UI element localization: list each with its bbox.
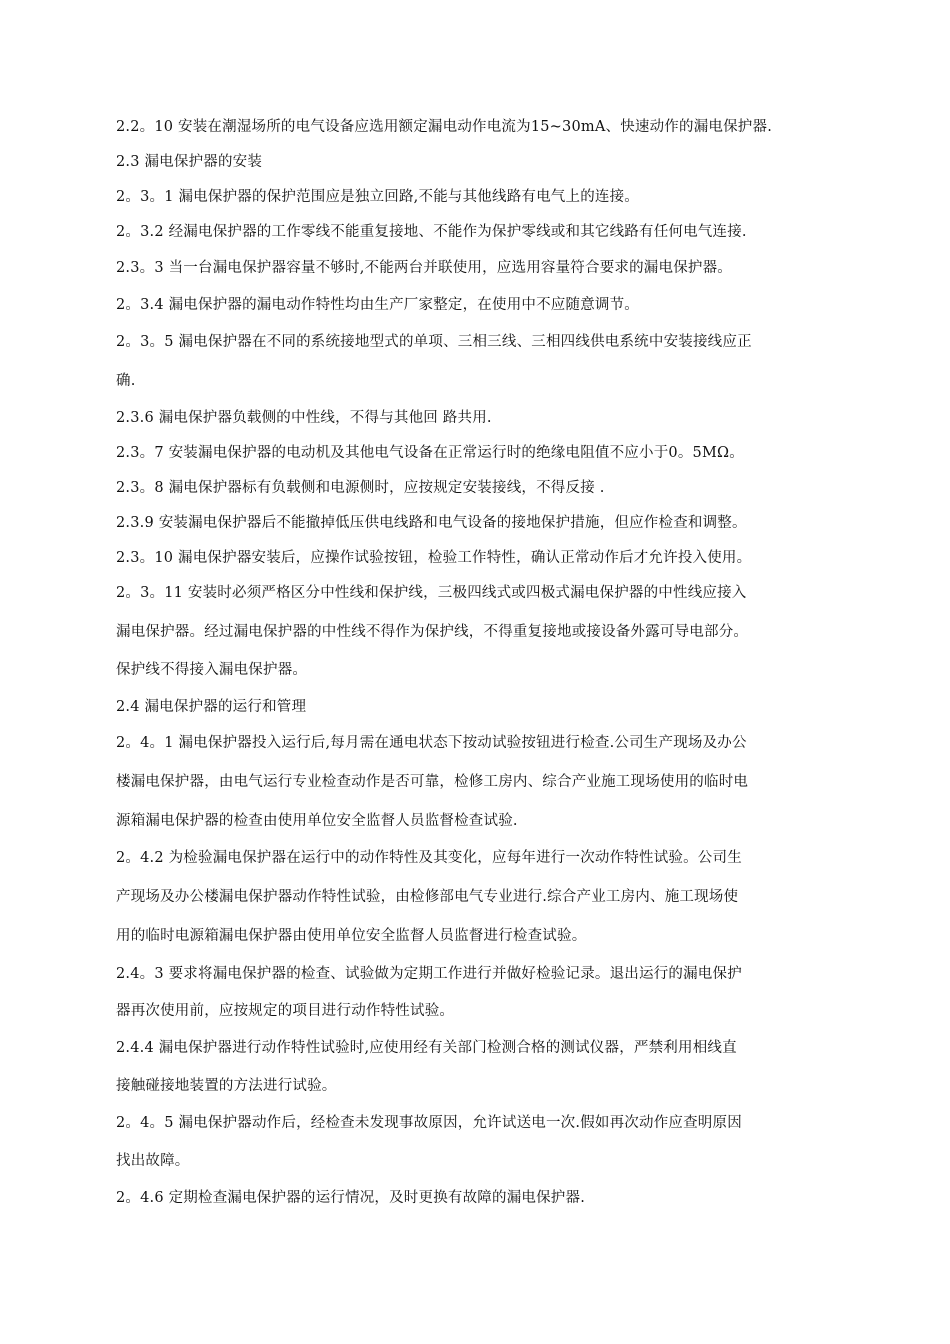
clause-2-4-2-continued: 产现场及办公楼漏电保护器动作特性试验，由检修部电气专业进行.综合产业工房内、施工现场使 [116, 889, 739, 905]
section-heading-2-3: 2.3 漏电保护器的安装 [116, 154, 263, 170]
clause-2-3-7: 2.3。7 安装漏电保护器的电动机及其他电气设备在正常运行时的绝缘电阻值不应小于0。5MΩ。 [116, 445, 744, 461]
clause-2-4-2: 2。4.2 为检验漏电保护器在运行中的动作特性及其变化，应每年进行一次动作特性试验。公司生 [116, 850, 742, 866]
clause-2-3-4: 2。3.4 漏电保护器的漏电动作特性均由生产厂家整定，在使用中不应随意调节。 [116, 297, 639, 313]
clause-2-4-4-continued: 接触碰接地装置的方法进行试验。 [116, 1078, 337, 1094]
clause-2-3-5-continued: 确. [116, 373, 136, 389]
clause-2-4-5: 2。4。5 漏电保护器动作后，经检查未发现事故原因，允许试送电一次.假如再次动作应查明原因 [116, 1115, 742, 1131]
clause-2-3-2: 2。3.2 经漏电保护器的工作零线不能重复接地、不能作为保护零线或和其它线路有任何电气连接. [116, 224, 747, 240]
clause-2-4-1: 2。4。1 漏电保护器投入运行后,每月需在通电状态下按动试验按钮进行检查.公司生产现场及办公 [116, 735, 747, 751]
clause-2-3-3: 2.3。3 当一台漏电保护器容量不够时,不能两台并联使用，应选用容量符合要求的漏电保护器。 [116, 260, 732, 276]
clause-2-3-5: 2。3。5 漏电保护器在不同的系统接地型式的单项、三相三线、三相四线供电系统中安装接线应正 [116, 334, 752, 350]
clause-2-4-5-continued: 找出故障。 [116, 1153, 190, 1169]
clause-2-4-3-continued: 器再次使用前，应按规定的项目进行动作特性试验。 [116, 1003, 455, 1019]
clause-2-4-1-continued: 楼漏电保护器，由电气运行专业检查动作是否可靠，检修工房内、综合产业施工现场使用的临时电 [116, 774, 749, 790]
clause-2-3-1: 2。3。1 漏电保护器的保护范围应是独立回路,不能与其他线路有电气上的连接。 [116, 189, 639, 205]
clause-2-4-2-continued: 用的临时电源箱漏电保护器由使用单位安全监督人员监督进行检查试验。 [116, 928, 587, 944]
clause-2-4-6: 2。4.6 定期检查漏电保护器的运行情况，及时更换有故障的漏电保护器. [116, 1190, 586, 1206]
clause-2-4-3: 2.4。3 要求将漏电保护器的检查、试验做为定期工作进行并做好检验记录。退出运行的漏电保护 [116, 966, 742, 982]
clause-2-3-9: 2.3.9 安装漏电保护器后不能撤掉低压供电线路和电气设备的接地保护措施，但应作检查和调整。 [116, 515, 747, 531]
clause-2-4-1-continued: 源箱漏电保护器的检查由使用单位安全监督人员监督检查试验. [116, 813, 518, 829]
clause-2-3-11-continued: 漏电保护器。经过漏电保护器的中性线不得作为保护线，不得重复接地或接设备外露可导电部分。 [116, 624, 749, 640]
clause-2-4-4: 2.4.4 漏电保护器进行动作特性试验时,应使用经有关部门检测合格的测试仪器，严禁利用相线直 [116, 1040, 737, 1056]
clause-2-3-6: 2.3.6 漏电保护器负载侧的中性线，不得与其他回 路共用. [116, 410, 492, 426]
clause-2-3-8: 2.3。8 漏电保护器标有负载侧和电源侧时，应按规定安装接线，不得反接 . [116, 480, 605, 496]
section-heading-2-4: 2.4 漏电保护器的运行和管理 [116, 699, 307, 715]
clause-2-3-11: 2。3。11 安装时必须严格区分中性线和保护线，三极四线式或四极式漏电保护器的中性线应接入 [116, 585, 747, 601]
clause-2-3-10: 2.3。10 漏电保护器安装后，应操作试验按钮，检验工作特性，确认正常动作后才允许投入使用。 [116, 550, 752, 566]
clause-2-3-11-continued: 保护线不得接入漏电保护器。 [116, 662, 308, 678]
clause-2-2-10: 2.2。10 安装在潮湿场所的电气设备应选用额定漏电动作电流为15~30mA、快速动作的漏电保护器. [116, 119, 772, 135]
